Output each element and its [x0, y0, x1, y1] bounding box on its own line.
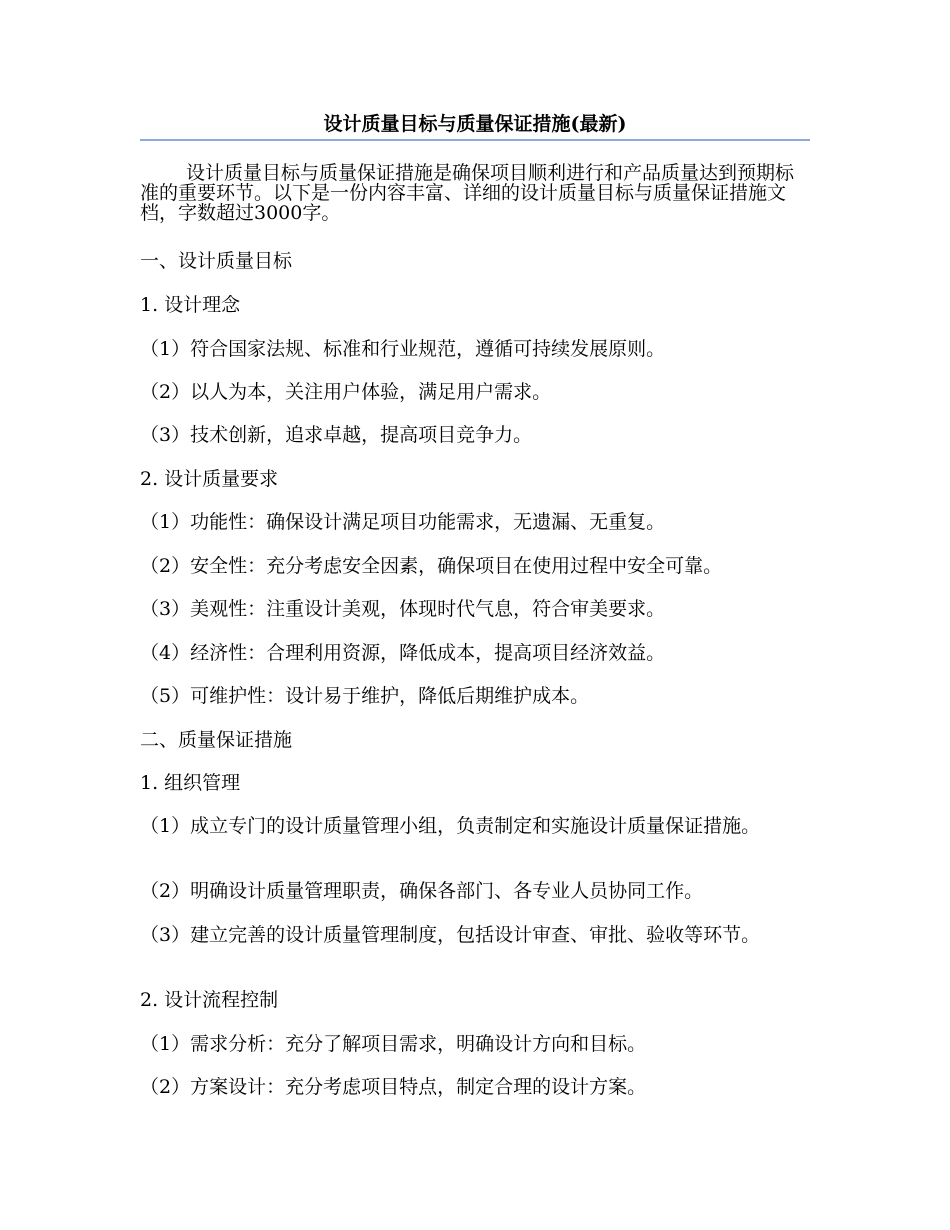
subsection-heading-2-2: 2. 设计流程控制 — [140, 989, 279, 1011]
list-item: （2）明确设计质量管理职责，确保各部门、各专业人员协同工作。 — [140, 880, 704, 902]
subsection-heading-1-1: 1. 设计理念 — [140, 294, 241, 316]
subsection-heading-2-1: 1. 组织管理 — [140, 772, 241, 794]
list-item: （2）安全性：充分考虑安全因素，确保项目在使用过程中安全可靠。 — [140, 555, 723, 577]
title-underline — [140, 139, 810, 141]
document-title: 设计质量目标与质量保证措施(最新) — [323, 113, 627, 135]
list-item: （1）需求分析：充分了解项目需求，明确设计方向和目标。 — [140, 1033, 647, 1055]
list-item: （1）符合国家法规、标准和行业规范，遵循可持续发展原则。 — [140, 338, 666, 360]
list-item: （2）以人为本，关注用户体验，满足用户需求。 — [140, 381, 552, 403]
section-heading-2: 二、质量保证措施 — [140, 729, 293, 751]
list-item: （1）成立专门的设计质量管理小组，负责制定和实施设计质量保证措施。 — [140, 815, 761, 837]
list-item: （3）美观性：注重设计美观，体现时代气息，符合审美要求。 — [140, 598, 666, 620]
intro-paragraph: 设计质量目标与质量保证措施是确保项目顺利进行和产品质量达到预期标准的重要环节。以下是一份内容丰富、详细的设计质量目标与质量保证措施文档，字数超过3000字。 — [140, 162, 795, 224]
list-item: （5）可维护性：设计易于维护，降低后期维护成本。 — [140, 685, 590, 707]
list-item: （3）建立完善的设计质量管理制度，包括设计审查、审批、验收等环节。 — [140, 924, 761, 946]
section-heading-1: 一、设计质量目标 — [140, 250, 293, 272]
list-item: （3）技术创新，追求卓越，提高项目竞争力。 — [140, 424, 533, 446]
list-item: （4）经济性：合理利用资源，降低成本，提高项目经济效益。 — [140, 642, 666, 664]
subsection-heading-1-2: 2. 设计质量要求 — [140, 468, 279, 490]
list-item: （2）方案设计：充分考虑项目特点，制定合理的设计方案。 — [140, 1076, 647, 1098]
list-item: （1）功能性：确保设计满足项目功能需求，无遗漏、无重复。 — [140, 511, 666, 533]
